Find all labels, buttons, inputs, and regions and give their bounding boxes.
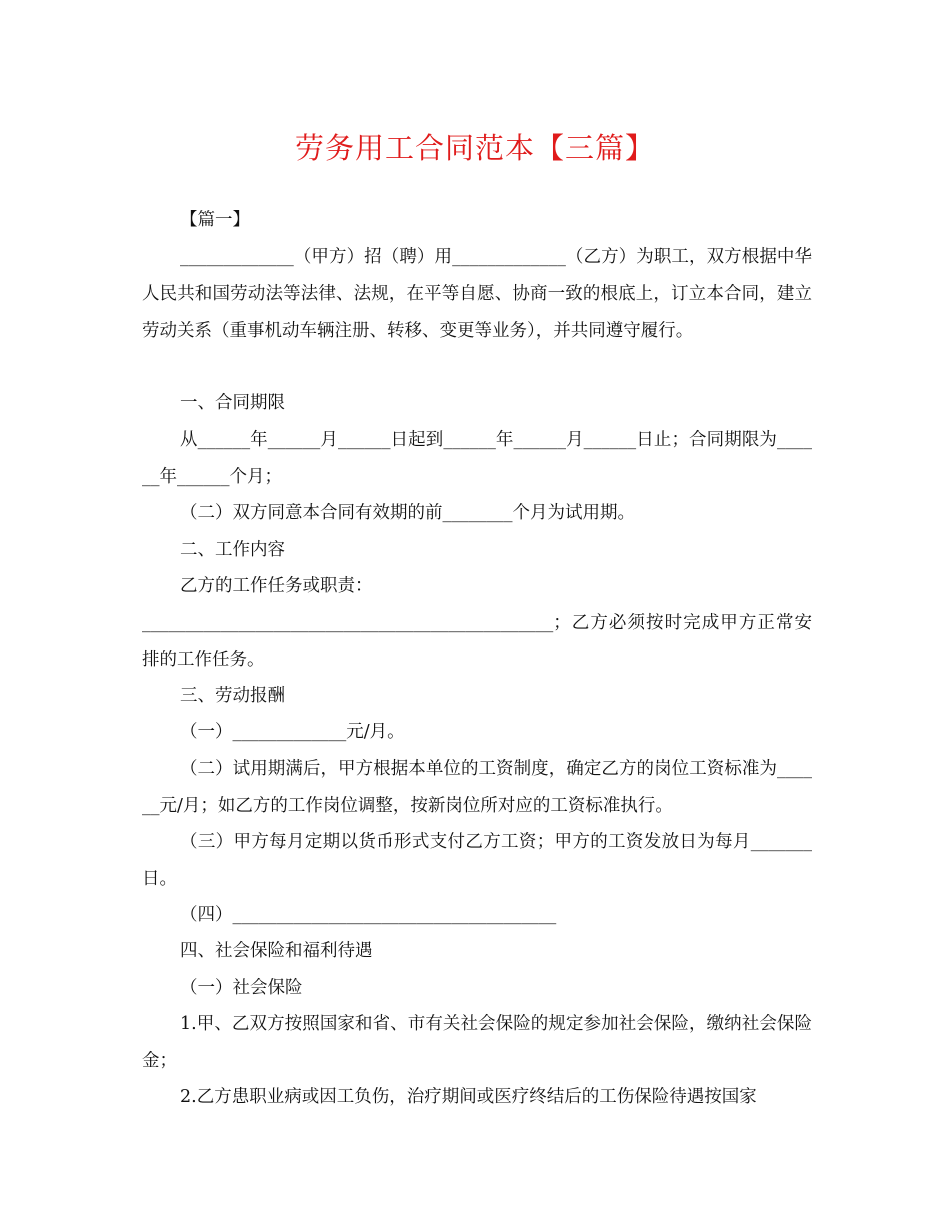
heading-contract-term: 一、合同期限 xyxy=(180,393,285,413)
salary-item-2: （二）试用期满后，甲方根据本单位的工资制度，确定乙方的岗位工资标准为______元/月；如乙方的工作岗位调整，按新岗位所对应的工资标准执行。 xyxy=(142,759,812,816)
social-insurance-subheading: （一）社会保险 xyxy=(180,978,303,998)
probation-paragraph: （二）双方同意本合同有效期的前________个月为试用期。 xyxy=(180,503,635,523)
section-label: 【篇一】 xyxy=(180,210,250,230)
salary-item-1: （一）_____________元/月。 xyxy=(180,722,405,742)
insurance-item-2: 2.乙方患职业病或因工负伤，治疗期间或医疗终结后的工伤保险待遇按国家 xyxy=(180,1087,757,1107)
document-title: 劳务用工合同范本【三篇】 xyxy=(294,131,655,165)
salary-item-4: （四）_____________________________________ xyxy=(180,905,557,925)
heading-social-insurance: 四、社会保险和福利待遇 xyxy=(180,941,373,961)
salary-item-3: （三）甲方每月定期以货币形式支付乙方工资；甲方的工资发放日为每月_______日。 xyxy=(142,832,812,889)
intro-paragraph: _____________（甲方）招（聘）用_____________（乙方）为职工，双方根据中华人民共和国劳动法等法律、法规，在平等自愿、协商一致的根底上，订立本合同，建立劳动关系（重事机动车辆注册、转移、变更等业务），并共同遵守履行。 xyxy=(142,247,812,341)
heading-work-content: 二、工作内容 xyxy=(180,540,285,560)
duties-label: 乙方的工作任务或职责： xyxy=(180,576,373,596)
insurance-item-1: 1.甲、乙双方按照国家和省、市有关社会保险的规定参加社会保险，缴纳社会保险金； xyxy=(142,1014,812,1071)
term-paragraph: 从______年______月______日起到______年______月______日止；合同期限为______年______个月； xyxy=(142,430,812,487)
heading-remuneration: 三、劳动报酬 xyxy=(180,686,285,706)
duties-paragraph: _______________________________________________；乙方必须按时完成甲方正常安排的工作任务。 xyxy=(142,613,812,670)
